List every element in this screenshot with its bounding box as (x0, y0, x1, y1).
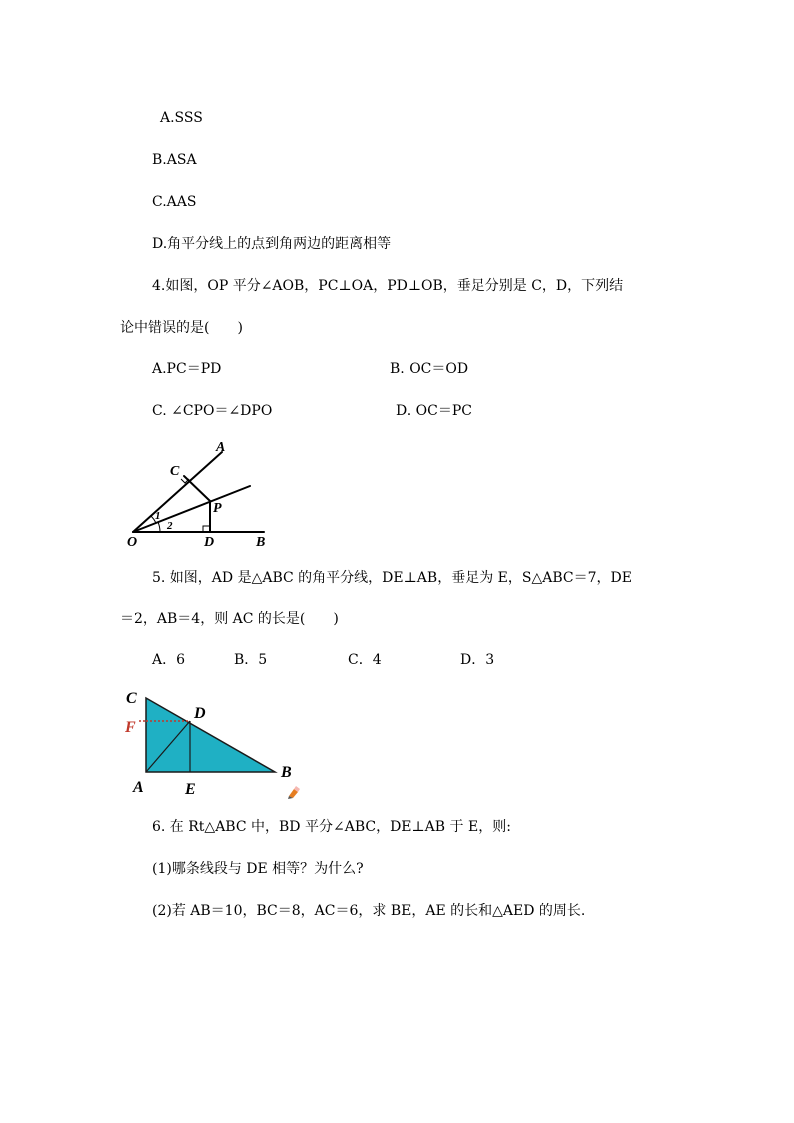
label-f5: F (125, 719, 136, 736)
label-d: D (204, 535, 215, 550)
q4-option-b: B. OC＝OD (390, 361, 469, 377)
pencil-icon (288, 786, 300, 799)
q4-option-d: D. OC＝PC (396, 403, 472, 419)
q4-stem-line2: 论中错误的是( ) (120, 320, 243, 336)
q3-option-d: D.角平分线上的点到角两边的距离相等 (152, 236, 392, 252)
q5-option-c: C．4 (348, 652, 382, 668)
q5-option-a: A．6 (152, 652, 186, 668)
triangle-abc (146, 698, 275, 772)
q4-option-c: C. ∠CPO＝∠DPO (152, 403, 273, 419)
label-angle-2: 2 (167, 520, 173, 532)
label-a: A (216, 440, 226, 455)
label-o: O (127, 535, 138, 550)
label-c5: C (126, 690, 137, 707)
q3-option-a: A.SSS (160, 110, 203, 126)
q5-stem-line1: 5. 如图，AD 是△ABC 的角平分线，DE⊥AB，垂足为 E，S△ABC＝7，DE (152, 570, 632, 586)
label-d5: D (194, 705, 206, 722)
q6-stem: 6. 在 Rt△ABC 中，BD 平分∠ABC，DE⊥AB 于 E，则: (152, 819, 511, 835)
q4-option-a: A.PC＝PD (152, 361, 222, 377)
q6-part2: (2)若 AB＝10，BC＝8，AC＝6，求 BE，AE 的长和△AED 的周长. (152, 903, 586, 919)
q6-part1: (1)哪条线段与 DE 相等？为什么? (152, 861, 364, 877)
label-p: P (213, 501, 222, 516)
label-e5: E (185, 781, 196, 798)
q5-stem-line2: ＝2，AB＝4，则 AC 的长是( ) (120, 611, 339, 627)
label-b5: B (281, 764, 292, 781)
q5-option-d: D．3 (460, 652, 495, 668)
q3-option-c: C.AAS (152, 194, 197, 210)
q3-option-b: B.ASA (152, 152, 197, 168)
label-a5: A (133, 779, 144, 796)
q4-stem-line1: 4.如图，OP 平分∠AOB，PC⊥OA，PD⊥OB，垂足分别是 C，D，下列结 (152, 278, 624, 294)
label-c: C (170, 464, 180, 479)
label-angle-1: 1 (155, 510, 161, 522)
q5-option-b: B．5 (234, 652, 268, 668)
label-b: B (256, 535, 266, 550)
